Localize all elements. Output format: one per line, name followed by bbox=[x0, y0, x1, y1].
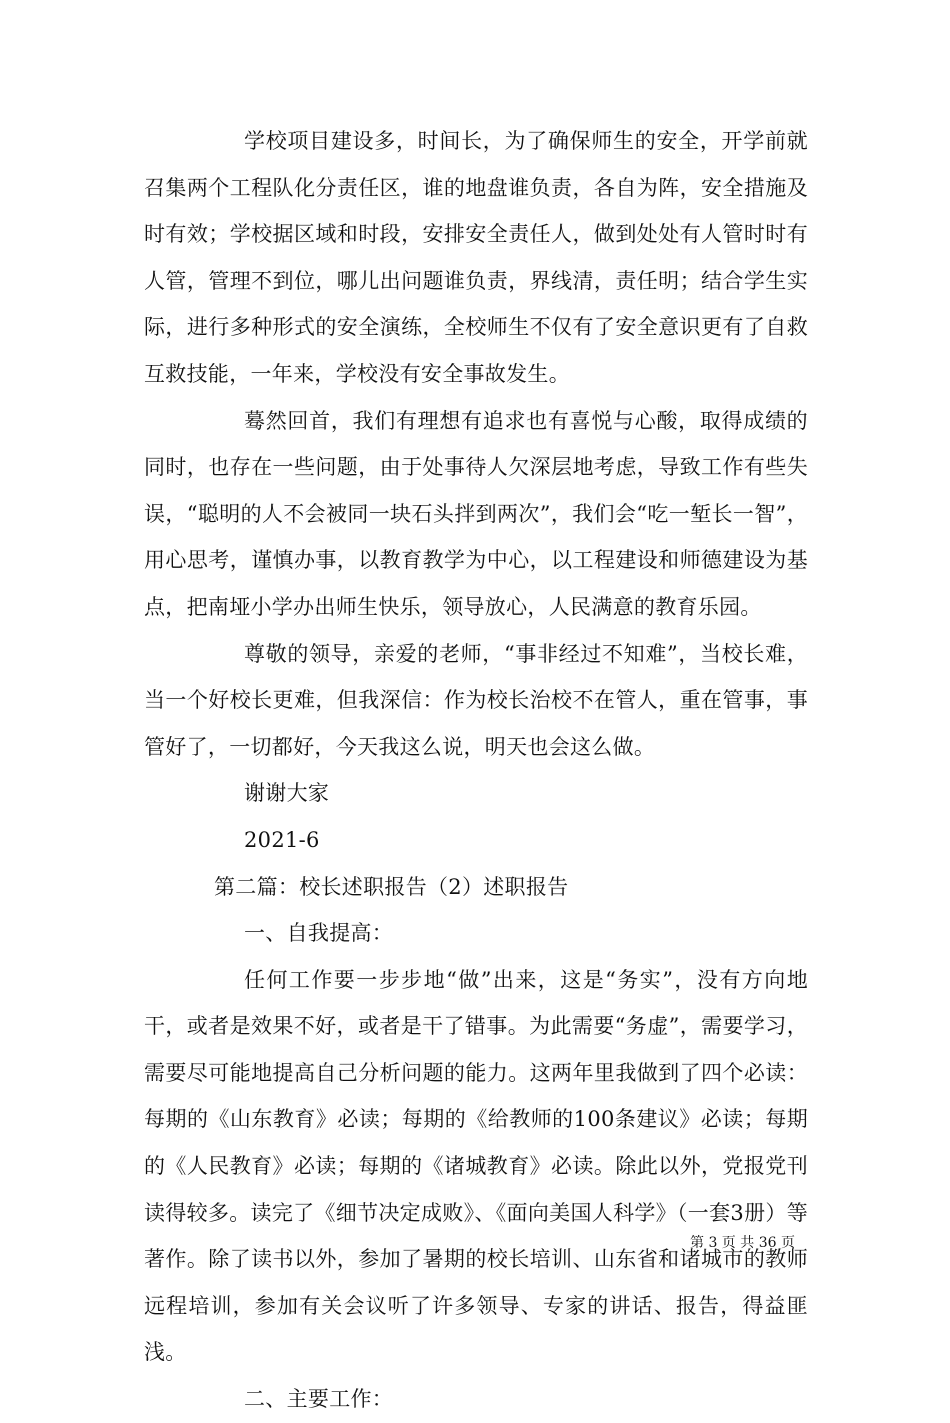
date-line: 2021-6 bbox=[244, 827, 320, 852]
paragraph-safety: 学校项目建设多，时间长，为了确保师生的安全，开学前就召集两个工程队化分责任区，谁的地盘谁负责，各自为阵，安全措施及时有效；学校据区域和时段，安排安全责任人，做到处处有人管时时有人管，管理不到位，哪儿出问题谁负责，界线清，责任明；结合学生实际，进行多种形式的安全演练，全校师生不仅有了安全意识更有了自救互救技能，一年来，学校没有安全事故发生。 bbox=[144, 129, 808, 386]
subheading-self-improvement: 一、自我提高： bbox=[244, 921, 394, 946]
closing-thanks: 谢谢大家 bbox=[244, 781, 330, 806]
page-number: 第 3 页 共 36 页 bbox=[690, 1235, 795, 1251]
body-text bbox=[144, 118, 808, 1423]
subheading-main-work: 二、主要工作： bbox=[244, 1387, 394, 1412]
paragraph-study: 任何工作要一步步地“做”出来，这是“务实”，没有方向地干，或者是效果不好，或者是干了错事。为此需要“务虚”，需要学习，需要尽可能地提高自己分析问题的能力。这两年里我做到了四个必读：每期的《山东教育》必读；每期的《给教师的100条建议》必读；每期的《人民教育》必读；每期的《诸城教育》必读。除此以外，党报党刊读得较多。读完了《细节决定成败》、《面向美国人科学》（一套3册）等著作。除了读书以外，参加了暑期的校长培训、山东省和诸城市的教师远程培训，参加有关会议听了许多领导、专家的讲话、报告，得益匪浅。 bbox=[144, 967, 808, 1365]
paragraph-conclusion: 尊敬的领导，亲爱的老师，“事非经过不知难”，当校长难，当一个好校长更难，但我深信：作为校长治校不在管人，重在管事，事管好了，一切都好，今天我这么说，明天也会这么做。 bbox=[144, 641, 808, 759]
paragraph-reflection: 蓦然回首，我们有理想有追求也有喜悦与心酸，取得成绩的同时，也存在一些问题，由于处事待人欠深层地考虑，导致工作有些失误，“聪明的人不会被同一块石头拌到两次”，我们会“吃一堑长一智”，用心思考，谨慎办事，以教育教学为中心，以工程建设和师德建设为基点，把南垭小学办出师生快乐，领导放心，人民满意的教育乐园。 bbox=[144, 408, 808, 619]
section-title: 第二篇：校长述职报告（2）述职报告 bbox=[214, 874, 569, 899]
